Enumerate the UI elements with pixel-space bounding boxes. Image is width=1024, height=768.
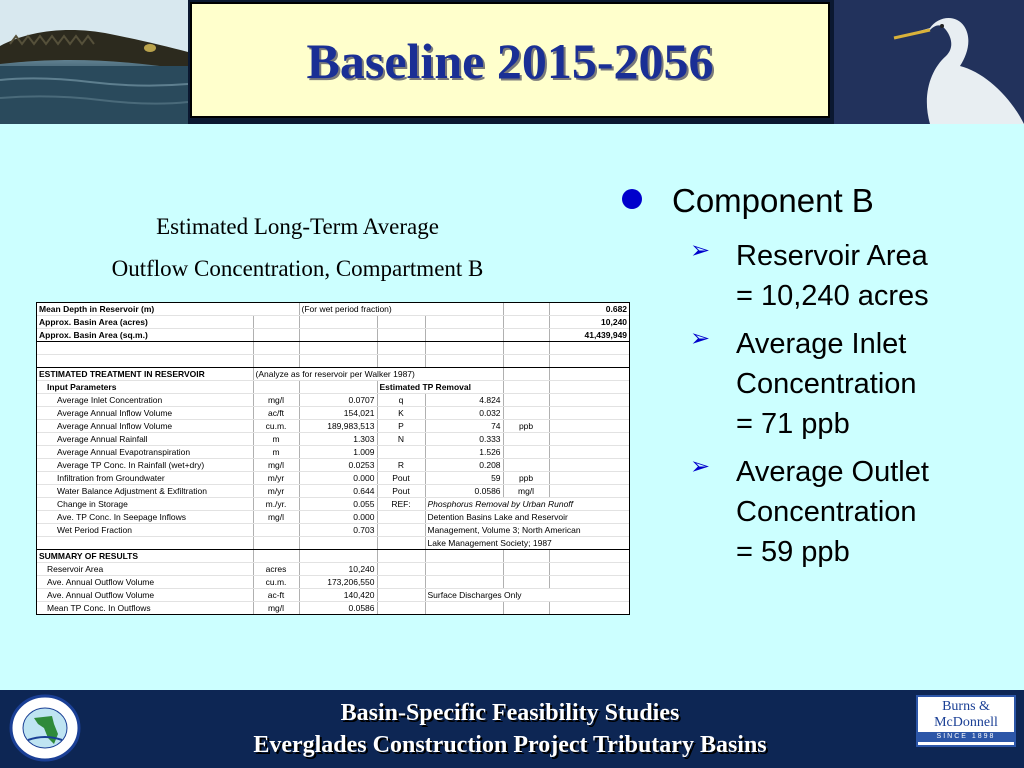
table-row — [37, 563, 629, 576]
table-cell — [425, 329, 503, 342]
table-row — [37, 537, 629, 550]
table-cell: cu.m. — [253, 420, 299, 433]
table-cell — [503, 316, 549, 329]
table-cell: Water Balance Adjustment & Exfiltration — [37, 485, 253, 498]
table-cell: 0.682 — [549, 303, 629, 316]
table-cell — [425, 576, 503, 589]
table-cell — [503, 446, 549, 459]
footer-line1: Basin-Specific Feasibility Studies — [340, 700, 680, 726]
table-cell: Average Annual Inflow Volume — [37, 420, 253, 433]
table-row — [37, 602, 629, 615]
table-cell: 0.0586 — [425, 485, 503, 498]
table-cell — [503, 303, 549, 316]
header-banner — [0, 0, 1024, 124]
logo-text: SINCE 1898 — [918, 732, 1014, 742]
table-row — [37, 303, 629, 316]
table-cell — [549, 602, 629, 615]
table-cell — [377, 316, 425, 329]
table-cell: ESTIMATED TREATMENT IN RESERVOIR — [37, 368, 253, 381]
table-cell — [253, 342, 299, 355]
slide-title: Baseline 2015-2056 — [306, 33, 714, 89]
footer-line2: Everglades Construction Project Tributary Basins — [253, 732, 767, 758]
table-cell: Change in Storage — [37, 498, 253, 511]
table-cell: m/yr — [253, 472, 299, 485]
table-cell — [425, 355, 503, 368]
table-row — [37, 394, 629, 407]
table-cell: mg/l — [253, 459, 299, 472]
sub-bullet-line: = 71 ppb — [736, 408, 850, 440]
outflow-table — [36, 302, 630, 615]
table-cell: q — [377, 394, 425, 407]
table-cell — [299, 537, 377, 550]
table-cell: 154,021 — [299, 407, 377, 420]
table-cell — [37, 537, 253, 550]
table-cell — [253, 316, 299, 329]
table-cell: ppb — [503, 420, 549, 433]
bullet-main — [620, 182, 1020, 228]
table-row — [37, 407, 629, 420]
sub-bullet-line: Average Inlet — [736, 328, 907, 360]
table-cell: Mean Depth in Reservoir (m) — [37, 303, 299, 316]
table-cell: 0.208 — [425, 459, 503, 472]
table-cell — [503, 550, 549, 563]
title-box — [190, 2, 830, 118]
table-cell — [549, 355, 629, 368]
table-cell — [503, 433, 549, 446]
table-row — [37, 511, 629, 524]
table-cell: Pout — [377, 472, 425, 485]
table-cell — [425, 602, 503, 615]
table-cell — [425, 342, 503, 355]
table-cell: N — [377, 433, 425, 446]
outflow-table-grid — [37, 303, 629, 615]
bullet-main-text: Component B — [672, 182, 874, 219]
table-cell — [377, 446, 425, 459]
table-cell: 0.000 — [299, 472, 377, 485]
table-cell: Detention Basins Lake and Reservoir — [425, 511, 629, 524]
table-cell — [503, 576, 549, 589]
table-cell: Ave. TP Conc. In Seepage Inflows — [37, 511, 253, 524]
table-cell — [377, 589, 425, 602]
table-cell — [253, 381, 299, 394]
table-cell: m — [253, 433, 299, 446]
table-cell: mg/l — [253, 394, 299, 407]
table-cell — [549, 368, 629, 381]
table-cell: m./yr. — [253, 498, 299, 511]
table-cell: Management, Volume 3; North American — [425, 524, 629, 537]
table-cell: 10,240 — [549, 316, 629, 329]
table-cell — [377, 511, 425, 524]
table-cell — [377, 550, 425, 563]
table-cell — [503, 563, 549, 576]
table-cell: Surface Discharges Only — [425, 589, 629, 602]
table-cell: Ave. Annual Outflow Volume — [37, 589, 253, 602]
table-cell: Wet Period Fraction — [37, 524, 253, 537]
table-row — [37, 498, 629, 511]
table-cell: R — [377, 459, 425, 472]
table-cell: m — [253, 446, 299, 459]
table-cell: 0.333 — [425, 433, 503, 446]
table-cell: 0.055 — [299, 498, 377, 511]
table-cell: P — [377, 420, 425, 433]
table-cell — [503, 407, 549, 420]
table-cell: Ave. Annual Outflow Volume — [37, 576, 253, 589]
table-cell: Average Annual Rainfall — [37, 433, 253, 446]
table-cell — [299, 342, 377, 355]
table-row — [37, 550, 629, 563]
table-cell — [549, 381, 629, 394]
table-cell — [377, 537, 425, 550]
table-cell: mg/l — [253, 602, 299, 615]
table-cell — [549, 576, 629, 589]
table-cell — [299, 316, 377, 329]
table-cell: 173,206,550 — [299, 576, 377, 589]
table-cell: SUMMARY OF RESULTS — [37, 550, 253, 563]
table-cell — [503, 329, 549, 342]
table-cell: Average Inlet Concentration — [37, 394, 253, 407]
table-cell: 0.0586 — [299, 602, 377, 615]
sfwmd-logo — [8, 694, 82, 762]
sub-bullet-line: = 10,240 acres — [736, 280, 929, 312]
footer-bar — [0, 690, 1024, 768]
table-cell: mg/l — [503, 485, 549, 498]
table-cell: Infiltration from Groundwater — [37, 472, 253, 485]
table-cell — [549, 446, 629, 459]
table-row — [37, 329, 629, 342]
table-cell: REF: — [377, 498, 425, 511]
table-cell — [299, 550, 377, 563]
table-row — [37, 316, 629, 329]
sub-bullet-outlet-concentration — [620, 452, 1020, 572]
table-cell: Phosphorus Removal by Urban Runoff — [425, 498, 629, 511]
arrow-bullet-icon: ➢ — [690, 453, 711, 480]
table-cell: 41,439,949 — [549, 329, 629, 342]
table-cell: 1.526 — [425, 446, 503, 459]
table-row — [37, 459, 629, 472]
table-cell: 1.303 — [299, 433, 377, 446]
burns-mcdonnell-logo — [916, 695, 1016, 747]
table-row — [37, 446, 629, 459]
table-cell — [37, 355, 253, 368]
table-cell — [377, 576, 425, 589]
table-cell — [549, 342, 629, 355]
table-cell: 0.000 — [299, 511, 377, 524]
table-cell: Input Parameters — [37, 381, 253, 394]
logo-text: McDonnell — [934, 715, 998, 730]
table-cell — [503, 394, 549, 407]
bullet-list — [620, 182, 1020, 572]
table-cell — [549, 472, 629, 485]
table-cell — [253, 550, 299, 563]
table-row — [37, 576, 629, 589]
table-cell: Average Annual Inflow Volume — [37, 407, 253, 420]
logo-text: Burns & — [942, 699, 990, 714]
table-cell — [299, 381, 377, 394]
table-cell — [253, 329, 299, 342]
table-cell: 59 — [425, 472, 503, 485]
table-row — [37, 589, 629, 602]
alligator-illustration — [0, 0, 188, 124]
table-caption-line1: Estimated Long-Term Average — [156, 214, 439, 239]
table-cell — [37, 342, 253, 355]
table-cell: (For wet period fraction) — [299, 303, 503, 316]
table-cell: cu.m. — [253, 576, 299, 589]
table-row — [37, 472, 629, 485]
table-cell: Average Annual Evapotranspiration — [37, 446, 253, 459]
table-cell — [503, 602, 549, 615]
table-cell — [549, 407, 629, 420]
table-cell: 0.0253 — [299, 459, 377, 472]
table-cell — [549, 459, 629, 472]
table-cell — [377, 342, 425, 355]
sub-bullet-reservoir-area — [620, 236, 1020, 316]
egret-photo — [834, 0, 1024, 124]
table-row — [37, 342, 629, 355]
table-cell — [377, 524, 425, 537]
table-cell — [425, 563, 503, 576]
table-cell: ppb — [503, 472, 549, 485]
table-cell: 1.009 — [299, 446, 377, 459]
table-cell — [377, 563, 425, 576]
table-cell: 189,983,513 — [299, 420, 377, 433]
sub-bullet-line: Reservoir Area — [736, 240, 928, 272]
arrow-bullet-icon: ➢ — [690, 237, 711, 264]
table-cell — [503, 368, 549, 381]
table-cell: 74 — [425, 420, 503, 433]
table-row — [37, 368, 629, 381]
table-cell — [425, 316, 503, 329]
table-cell — [503, 342, 549, 355]
sub-bullet-line: = 59 ppb — [736, 536, 850, 568]
table-cell: 0.0707 — [299, 394, 377, 407]
sub-bullet-inlet-concentration — [620, 324, 1020, 444]
table-cell — [253, 537, 299, 550]
table-caption-line2: Outflow Concentration, Compartment B — [111, 256, 484, 281]
sub-bullet-line: Concentration — [736, 496, 917, 528]
table-cell — [503, 381, 549, 394]
table-row — [37, 524, 629, 537]
table-cell: 10,240 — [299, 563, 377, 576]
table-cell: K — [377, 407, 425, 420]
table-cell: 140,420 — [299, 589, 377, 602]
egret-illustration — [834, 0, 1024, 124]
table-cell: Reservoir Area — [37, 563, 253, 576]
table-cell — [549, 485, 629, 498]
table-cell — [377, 602, 425, 615]
table-cell: ac-ft — [253, 589, 299, 602]
table-cell — [503, 355, 549, 368]
table-cell: Approx. Basin Area (acres) — [37, 316, 253, 329]
table-cell: 0.644 — [299, 485, 377, 498]
table-cell — [503, 459, 549, 472]
table-cell: Estimated TP Removal — [377, 381, 503, 394]
table-cell: Lake Management Society; 1987 — [425, 537, 629, 550]
table-cell: Average TP Conc. In Rainfall (wet+dry) — [37, 459, 253, 472]
table-cell — [549, 394, 629, 407]
table-row — [37, 420, 629, 433]
table-cell: Mean TP Conc. In Outflows — [37, 602, 253, 615]
sub-bullet-line: Average Outlet — [736, 456, 929, 488]
table-cell — [299, 355, 377, 368]
arrow-bullet-icon: ➢ — [690, 325, 711, 352]
sub-bullet-line: Concentration — [736, 368, 917, 400]
table-cell: Pout — [377, 485, 425, 498]
bullet-dot-icon — [622, 189, 642, 209]
table-row — [37, 433, 629, 446]
table-row — [37, 381, 629, 394]
table-cell — [299, 329, 377, 342]
table-cell: 0.032 — [425, 407, 503, 420]
table-cell — [377, 329, 425, 342]
table-cell: 4.824 — [425, 394, 503, 407]
table-cell: mg/l — [253, 511, 299, 524]
table-cell: 0.703 — [299, 524, 377, 537]
table-cell: Approx. Basin Area (sq.m.) — [37, 329, 253, 342]
table-cell — [377, 355, 425, 368]
table-cell — [549, 550, 629, 563]
table-cell — [253, 355, 299, 368]
table-cell — [549, 420, 629, 433]
table-row — [37, 485, 629, 498]
table-cell — [253, 524, 299, 537]
table-cell: m/yr — [253, 485, 299, 498]
table-cell — [425, 550, 503, 563]
table-cell: (Analyze as for reservoir per Walker 1987) — [253, 368, 503, 381]
table-cell: acres — [253, 563, 299, 576]
table-cell: ac/ft — [253, 407, 299, 420]
table-cell — [549, 563, 629, 576]
table-row — [37, 355, 629, 368]
table-cell — [549, 433, 629, 446]
alligator-photo — [0, 0, 188, 124]
